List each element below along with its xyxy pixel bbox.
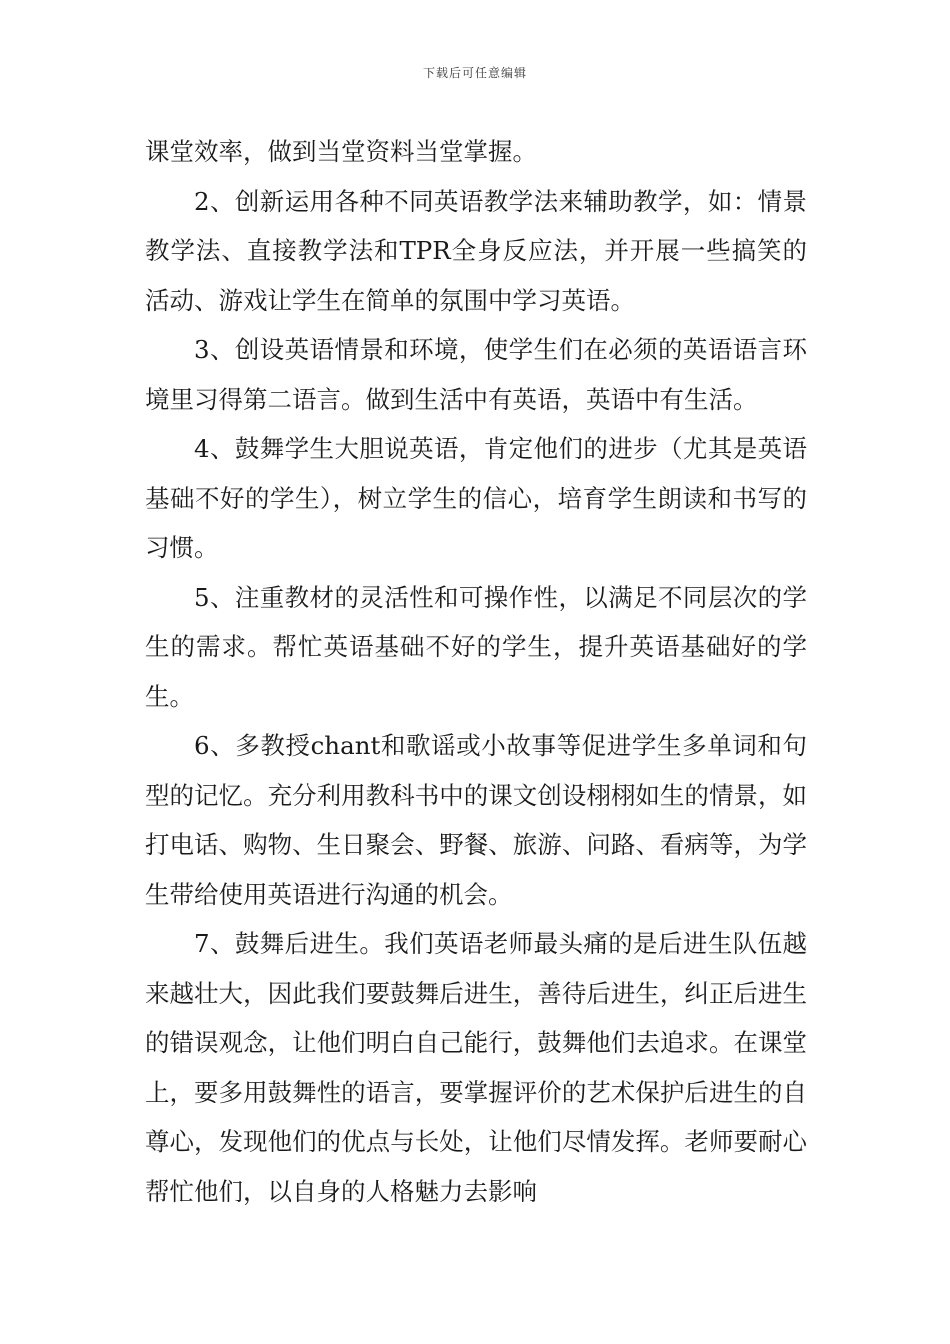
paragraph-item-3: 3、创设英语情景和环境，使学生们在必须的英语语言环境里习得第二语言。做到生活中有英语，英语中有生活。: [145, 335, 807, 414]
paragraph-continuation: 课堂效率，做到当堂资料当堂掌握。: [145, 137, 537, 166]
paragraph-item-6: 6、多教授chant和歌谣或小故事等促进学生多单词和句型的记忆。充分利用教科书中的课文创设栩栩如生的情景，如打电话、购物、生日聚会、野餐、旅游、问路、看病等，为学生带给使用英语进行沟通的机会。: [145, 731, 807, 909]
paragraph-item-5: 5、注重教材的灵活性和可操作性，以满足不同层次的学生的需求。帮忙英语基础不好的学生，提升英语基础好的学生。: [145, 582, 807, 711]
page-header: 下载后可任意编辑: [422, 66, 527, 80]
paragraph-item-4: 4、鼓舞学生大胆说英语，肯定他们的进步（尤其是英语基础不好的学生），树立学生的信心，培育学生朗读和书写的习惯。: [145, 434, 807, 562]
paragraph-item-7: 7、鼓舞后进生。我们英语老师最头痛的是后进生队伍越来越壮大，因此我们要鼓舞后进生，善待后进生，纠正后进生的错误观念，让他们明白自己能行，鼓舞他们去追求。在课堂上，要多用鼓舞性的语言，要掌握评价的艺术保护后进生的自尊心，发现他们的优点与长处，让他们尽情发挥。老师要耐心帮忙他们，以自身的人格魅力去影响: [145, 929, 807, 1206]
paragraph-item-2: 2、创新运用各种不同英语教学法来辅助教学，如：情景教学法、直接教学法和TPR全身反应法，并开展一些搞笑的活动、游戏让学生在简单的氛围中学习英语。: [145, 186, 807, 315]
document-body: [145, 127, 807, 1216]
